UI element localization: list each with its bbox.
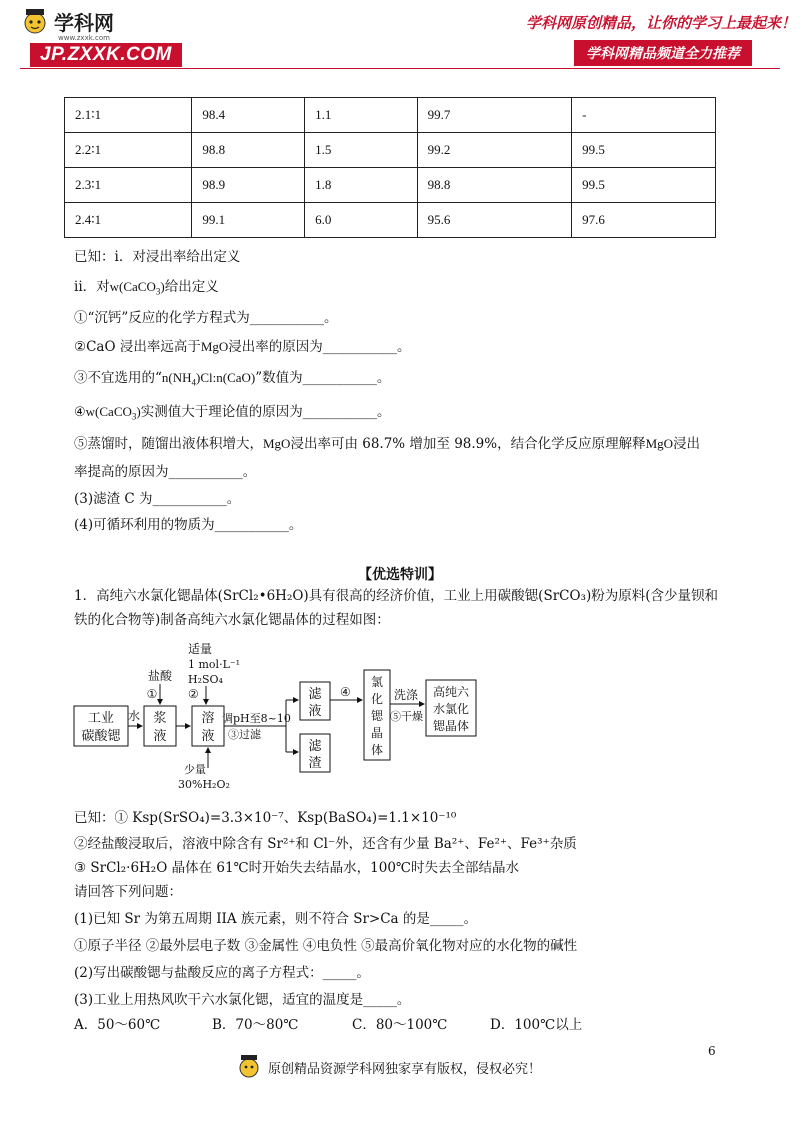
label-step4: ④ bbox=[340, 685, 351, 699]
question-5-cont: 率提高的原因为___________。 bbox=[74, 464, 257, 480]
box2-t1: 浆 bbox=[153, 711, 167, 726]
table-cell: 98.4 bbox=[192, 98, 305, 133]
question-5: ⑤蒸馏时，随馏出液体积增大，MgO浸出率可由 68.7% 增加至 98.9%，结合化学反应原理解释MgO浸出 bbox=[74, 436, 701, 452]
table-row bbox=[65, 98, 716, 133]
box3-t1: 溶 bbox=[201, 711, 215, 726]
label-ph: 调pH至8~10 bbox=[222, 712, 291, 725]
label-water: 水 bbox=[127, 709, 141, 723]
mascot-icon bbox=[20, 7, 50, 35]
table-cell: 98.8 bbox=[417, 168, 572, 203]
residue-t2: 渣 bbox=[308, 756, 322, 771]
choice-c: C．80～100℃ bbox=[352, 1017, 448, 1033]
filtrate-t2: 液 bbox=[308, 704, 322, 719]
label-step1: ① bbox=[146, 687, 158, 701]
problem-intro: 1．高纯六水氯化锶晶体(SrCl₂•6H₂O)具有很高的经济价值，工业上用碳酸锶(SrCO₃)粉为原料(含少量钡和 铁的化合物等)制备高纯六水氯化锶晶体的过程如图： bbox=[74, 588, 718, 628]
label-hcl: 盐酸 bbox=[147, 669, 173, 683]
logo-url[interactable]: JP.ZXXK.COM bbox=[30, 43, 182, 67]
table-cell: 99.7 bbox=[417, 98, 572, 133]
table-cell: 2.2∶1 bbox=[65, 133, 192, 168]
crystal-t1: 氯 bbox=[370, 675, 384, 689]
table-cell: 2.3∶1 bbox=[65, 168, 192, 203]
table-cell: 97.6 bbox=[572, 203, 716, 238]
question-2: ②CaO 浸出率远高于MgO浸出率的原因为___________。 bbox=[74, 339, 411, 355]
box1-line2: 碳酸锶 bbox=[81, 729, 121, 744]
label-wash: 洗涤 bbox=[394, 688, 419, 702]
h2o2-l1: 少量 bbox=[184, 763, 206, 776]
ask-line: 请回答下列问题： bbox=[74, 884, 182, 900]
process-flowchart bbox=[72, 640, 512, 790]
choice-d: D．100℃以上 bbox=[490, 1017, 583, 1033]
table-cell: 99.5 bbox=[572, 133, 716, 168]
acid-l2: 1 mol·L⁻¹ bbox=[188, 658, 241, 671]
logo-title: 学科网 bbox=[54, 10, 114, 35]
known-line-1: 已知：i．对浸出率给出定义 bbox=[74, 249, 241, 265]
product-t3: 锶晶体 bbox=[432, 719, 470, 733]
choice-a: A．50～60℃ bbox=[74, 1017, 161, 1033]
filtrate-t1: 滤 bbox=[308, 687, 322, 702]
footer-text: 原创精品资源学科网独家享有版权，侵权必究！ bbox=[268, 1061, 542, 1077]
known-cond-1: 已知：① Ksp(SrSO₄)=3.3×10⁻⁷、Ksp(BaSO₄)=1.1×10⁻¹⁰ bbox=[74, 810, 457, 826]
table-row bbox=[65, 168, 716, 203]
sub-question-1: (1)已知 Sr 为第五周期 IIA 族元素，则不符合 Sr>Ca 的是_____。 bbox=[74, 911, 478, 927]
question-6: (3)滤渣 C 为___________。 bbox=[74, 491, 241, 507]
table-cell: 1.8 bbox=[305, 168, 418, 203]
sub-question-1-options: ①原子半径 ②最外层电子数 ③金属性 ④电负性 ⑤最高价氧化物对应的水化物的碱性 bbox=[74, 938, 578, 954]
mascot-icon bbox=[236, 1052, 262, 1082]
choice-b: B．70～80℃ bbox=[212, 1017, 299, 1033]
table-cell: 6.0 bbox=[305, 203, 418, 238]
data-table bbox=[64, 97, 716, 238]
residue-t1: 滤 bbox=[308, 739, 322, 754]
box3-t2: 液 bbox=[201, 729, 215, 744]
crystal-t3: 锶 bbox=[370, 709, 384, 723]
question-4: ④w(CaCO$_3$)实测值大于理论值的原因为___________。 bbox=[74, 404, 391, 422]
table-cell: 99.1 bbox=[192, 203, 305, 238]
label-dry: ⑤干燥 bbox=[390, 710, 423, 723]
label-step2: ② bbox=[188, 687, 199, 701]
question-3: ③不宜选用的“$n(NH_4)Cl:n(CaO)$”数值为___________。 bbox=[74, 370, 391, 388]
acid-l1: 适量 bbox=[188, 642, 213, 656]
table-cell: 99.5 bbox=[572, 168, 716, 203]
acid-l3: H₂SO₄ bbox=[188, 673, 223, 686]
box2-t2: 液 bbox=[153, 729, 167, 744]
question-1: ①“沉钙”反应的化学方程式为___________。 bbox=[74, 310, 338, 326]
header-divider bbox=[20, 68, 780, 69]
crystal-t2: 化 bbox=[370, 692, 384, 706]
table-cell: - bbox=[572, 98, 716, 133]
table-cell: 2.4∶1 bbox=[65, 203, 192, 238]
site-logo bbox=[20, 6, 114, 36]
h2o2-l2: 30%H₂O₂ bbox=[178, 778, 230, 790]
known-cond-3: ③ SrCl₂·6H₂O 晶体在 61℃时开始失去结晶水，100℃时失去全部结晶水 bbox=[74, 860, 520, 876]
table-cell: 98.9 bbox=[192, 168, 305, 203]
page-number: 6 bbox=[708, 1044, 716, 1058]
logo-subtitle: www.zxxk.com bbox=[58, 34, 110, 42]
footer bbox=[236, 1052, 541, 1082]
known-cond-2: ②经盐酸浸取后，溶液中除含有 Sr²⁺和 Cl⁻外，还含有少量 Ba²⁺、Fe²⁺、Fe³⁺杂质 bbox=[74, 836, 577, 852]
crystal-t4: 晶 bbox=[370, 726, 384, 740]
sub-question-3: (3)工业上用热风吹干六水氯化锶，适宜的温度是_____。 bbox=[74, 992, 411, 1008]
sub-question-2: (2)写出碳酸锶与盐酸反应的离子方程式：_____。 bbox=[74, 965, 370, 981]
crystal-t5: 体 bbox=[370, 743, 384, 757]
table-cell: 1.5 bbox=[305, 133, 418, 168]
label-filter: ③过滤 bbox=[228, 728, 261, 741]
table-cell: 1.1 bbox=[305, 98, 418, 133]
known-line-2: ii．对w(CaCO$_3$)给出定义 bbox=[74, 279, 219, 297]
product-t1: 高纯六 bbox=[432, 685, 470, 699]
table-cell: 95.6 bbox=[417, 203, 572, 238]
product-t2: 水氯化 bbox=[432, 702, 470, 716]
question-7: (4)可循环利用的物质为___________。 bbox=[74, 517, 303, 533]
table-cell: 98.8 bbox=[192, 133, 305, 168]
header-banner: 学科网精品频道全力推荐 bbox=[574, 40, 752, 66]
header-slogan: 学科网原创精品，让你的学习上最起来！ bbox=[526, 14, 797, 32]
table-row bbox=[65, 203, 716, 238]
table-cell: 2.1∶1 bbox=[65, 98, 192, 133]
box1-line1: 工业 bbox=[87, 711, 115, 726]
section-title: 【优选特训】 bbox=[358, 567, 442, 583]
table-row bbox=[65, 133, 716, 168]
table-cell: 99.2 bbox=[417, 133, 572, 168]
